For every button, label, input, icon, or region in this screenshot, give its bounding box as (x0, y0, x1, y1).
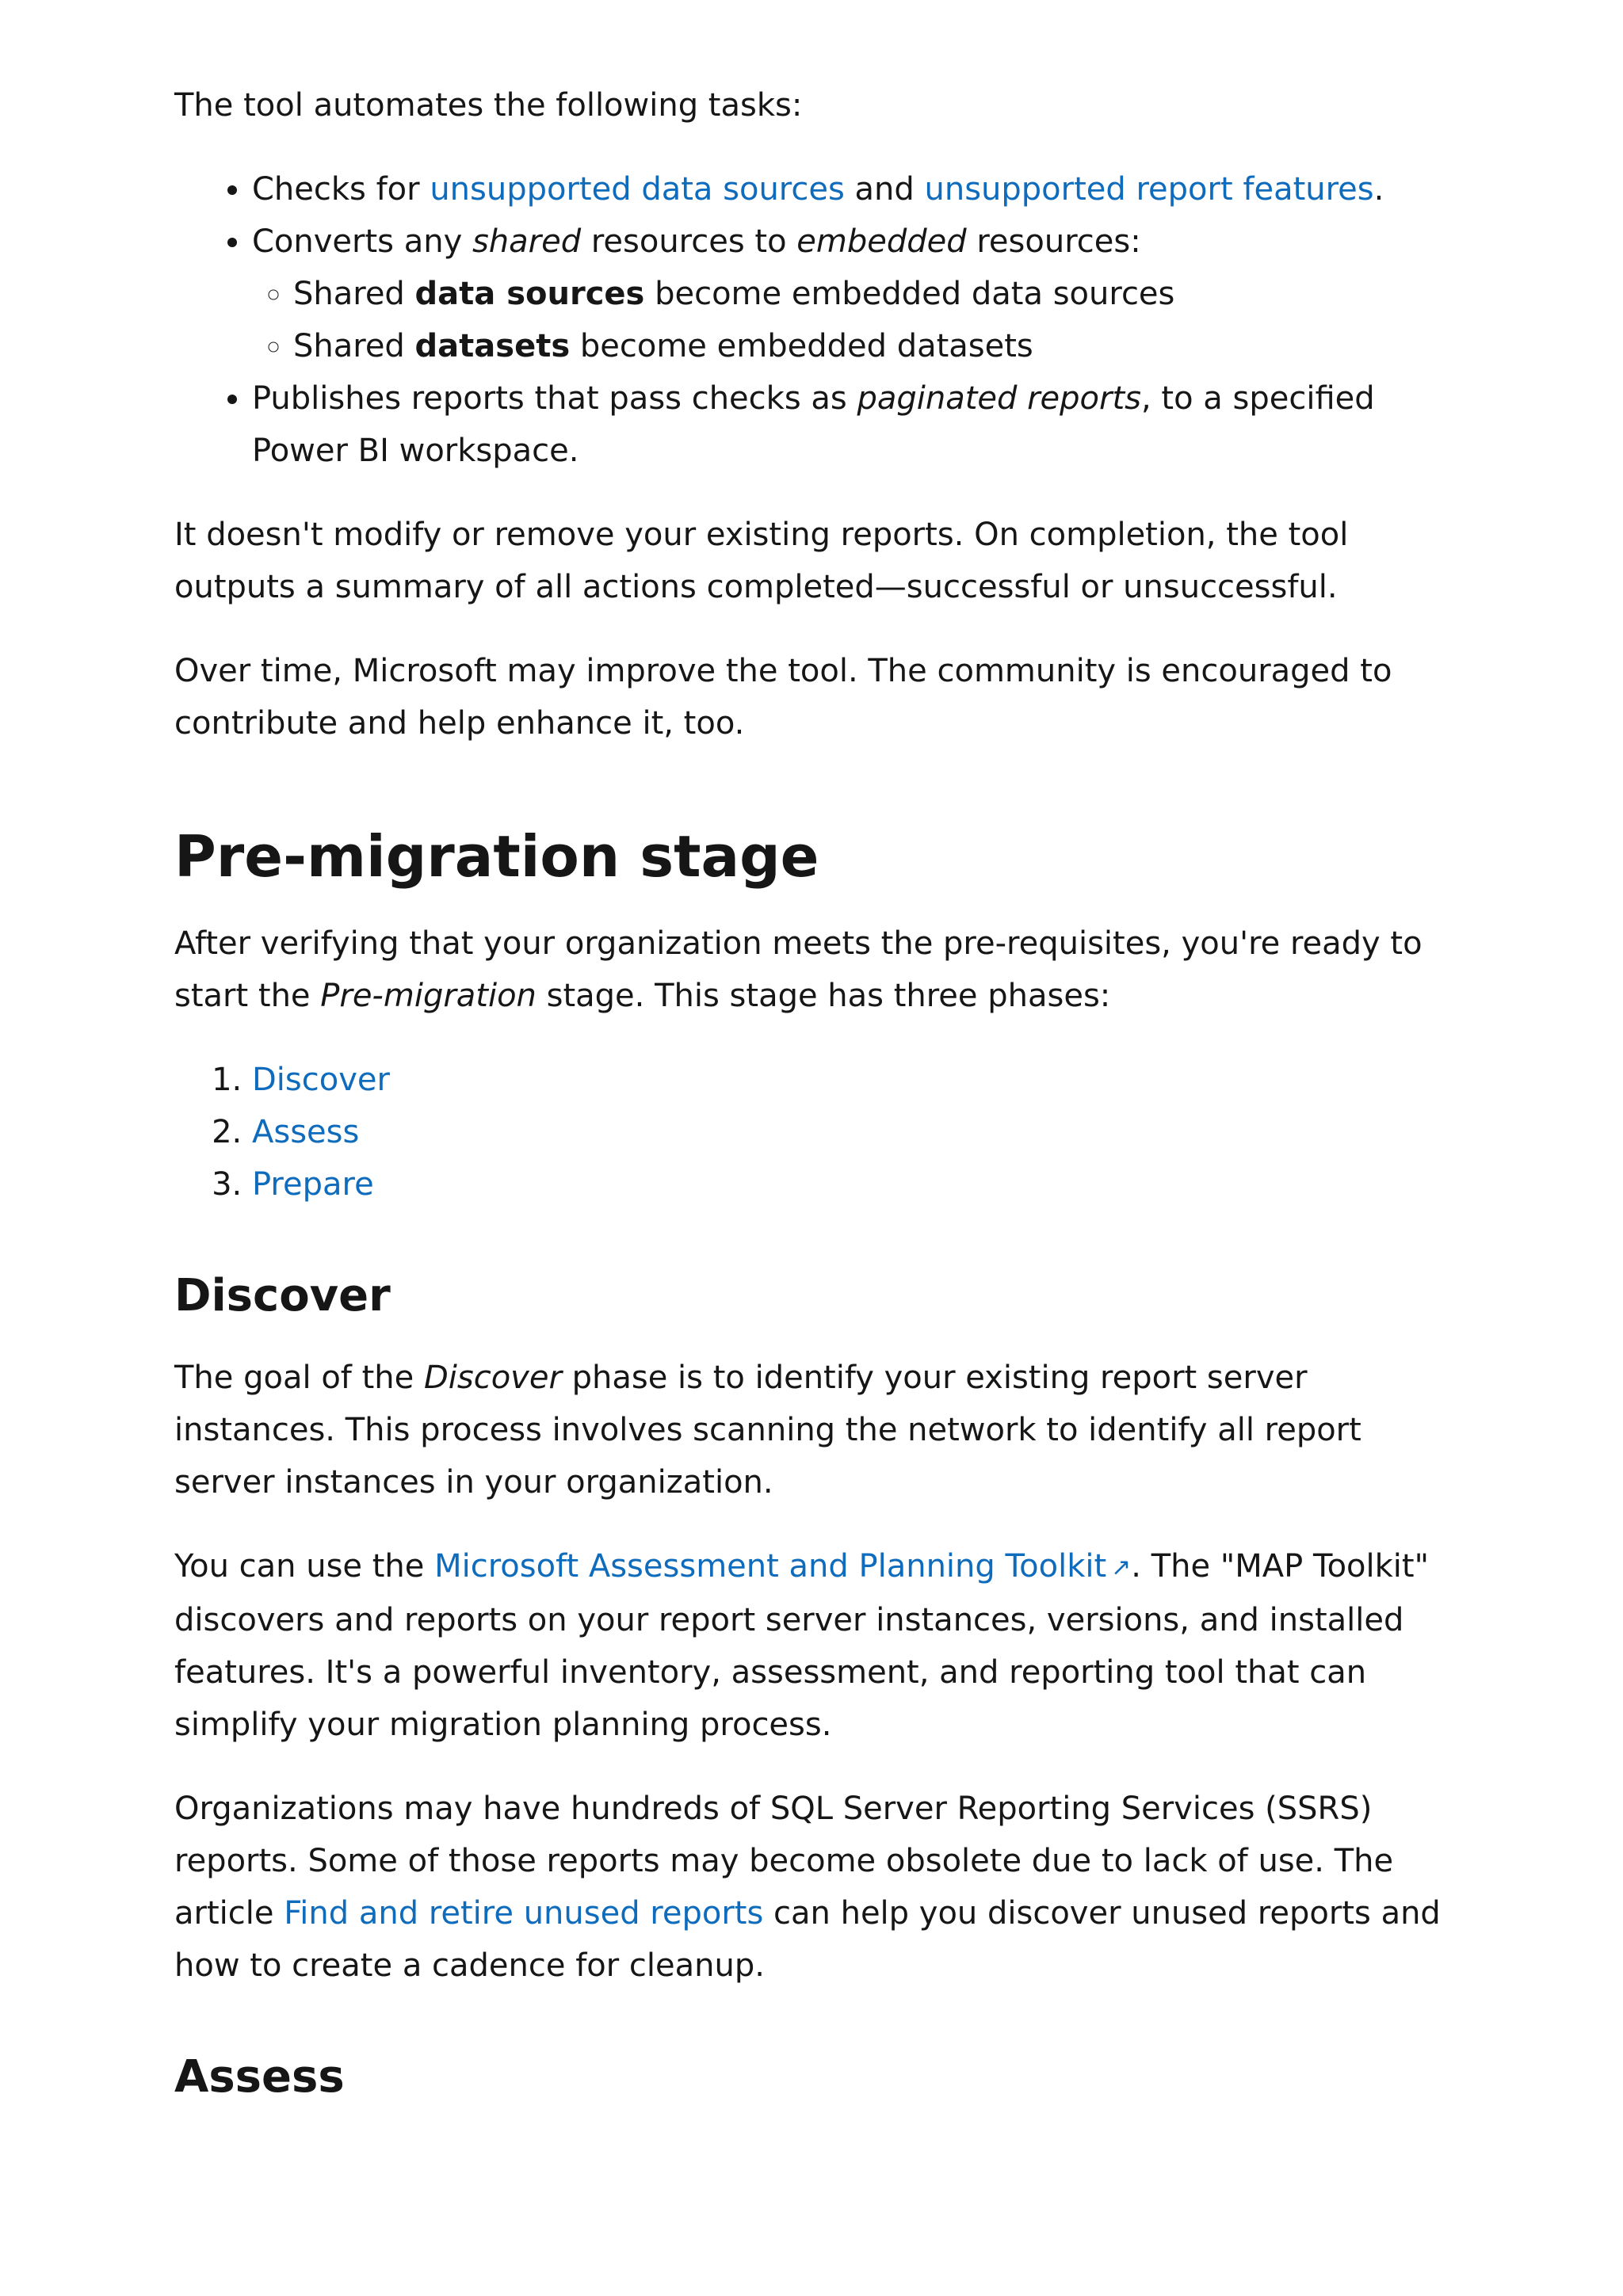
list-item: • Publishes reports that pass checks as paginated reports, to a specified Power BI workspace. (252, 372, 1458, 477)
find-retire-unused-reports-link[interactable]: Find and retire unused reports (284, 1895, 764, 1932)
task-list (174, 163, 1458, 477)
list-item: • Converts any shared resources to embedded resources: ◦ Shared data sources become embedded data sources ◦ Shared datasets become embedded datasets (252, 215, 1458, 372)
modify-paragraph: It doesn't modify or remove your existing reports. On completion, the tool outputs a summary of all actions completed—successful or unsuccessful. (174, 517, 1349, 605)
map-toolkit-paragraph: You can use the Microsoft Assessment and Planning Toolkit ↗. The "MAP Toolkit" discovers and reports on your report server instances, versions, and installed features. It's a powerful inventory, assessment, and reporting tool that can simplify your migration planning process. (174, 1540, 1458, 1751)
list-item: • Checks for unsupported data sources and unsupported report features. (252, 163, 1458, 215)
intro-paragraph: The tool automates the following tasks: (174, 87, 803, 124)
discover-link[interactable]: Discover (252, 1062, 390, 1098)
unsupported-report-features-link[interactable]: unsupported report features (924, 171, 1374, 208)
prepare-link[interactable]: Prepare (252, 1166, 374, 1203)
map-toolkit-link[interactable]: Microsoft Assessment and Planning Toolkit ↗ (434, 1548, 1131, 1585)
phase-list (174, 1054, 1458, 1211)
article-content (174, 79, 1458, 2133)
pre-migration-heading: Pre-migration stage (174, 823, 819, 890)
external-link-icon: ↗ (1111, 1554, 1132, 1581)
over-time-paragraph: Over time, Microsoft may improve the tool. The community is encouraged to contribute and help enhance it, too. (174, 653, 1392, 742)
discover-paragraph: The goal of the Discover phase is to identify your existing report server instances. This process involves scanning the network to identify all report server instances in your organization. (174, 1360, 1361, 1501)
list-item (252, 1054, 1458, 1106)
list-item (252, 1158, 1458, 1211)
list-item: ◦ Shared data sources become embedded data sources (293, 268, 1458, 320)
unsupported-data-sources-link[interactable]: unsupported data sources (430, 171, 845, 208)
list-item: ◦ Shared datasets become embedded datasets (293, 320, 1458, 372)
assess-link[interactable]: Assess (252, 1114, 360, 1150)
pre-migration-paragraph: After verifying that your organization meets the pre-requisites, you're ready to start the Pre-migration stage. This stage has three phases: (174, 925, 1423, 1014)
list-item (252, 1106, 1458, 1158)
assess-heading: Assess (174, 2051, 345, 2103)
conversion-sublist (252, 268, 1458, 372)
discover-heading: Discover (174, 1270, 391, 1322)
ssrs-paragraph: Organizations may have hundreds of SQL Server Reporting Services (SSRS) reports. Some of those reports may become obsolete due to lack of use. The article Find and retire unused reports can help you discover unused reports and how to create a cadence for cleanup. (174, 1791, 1441, 1984)
